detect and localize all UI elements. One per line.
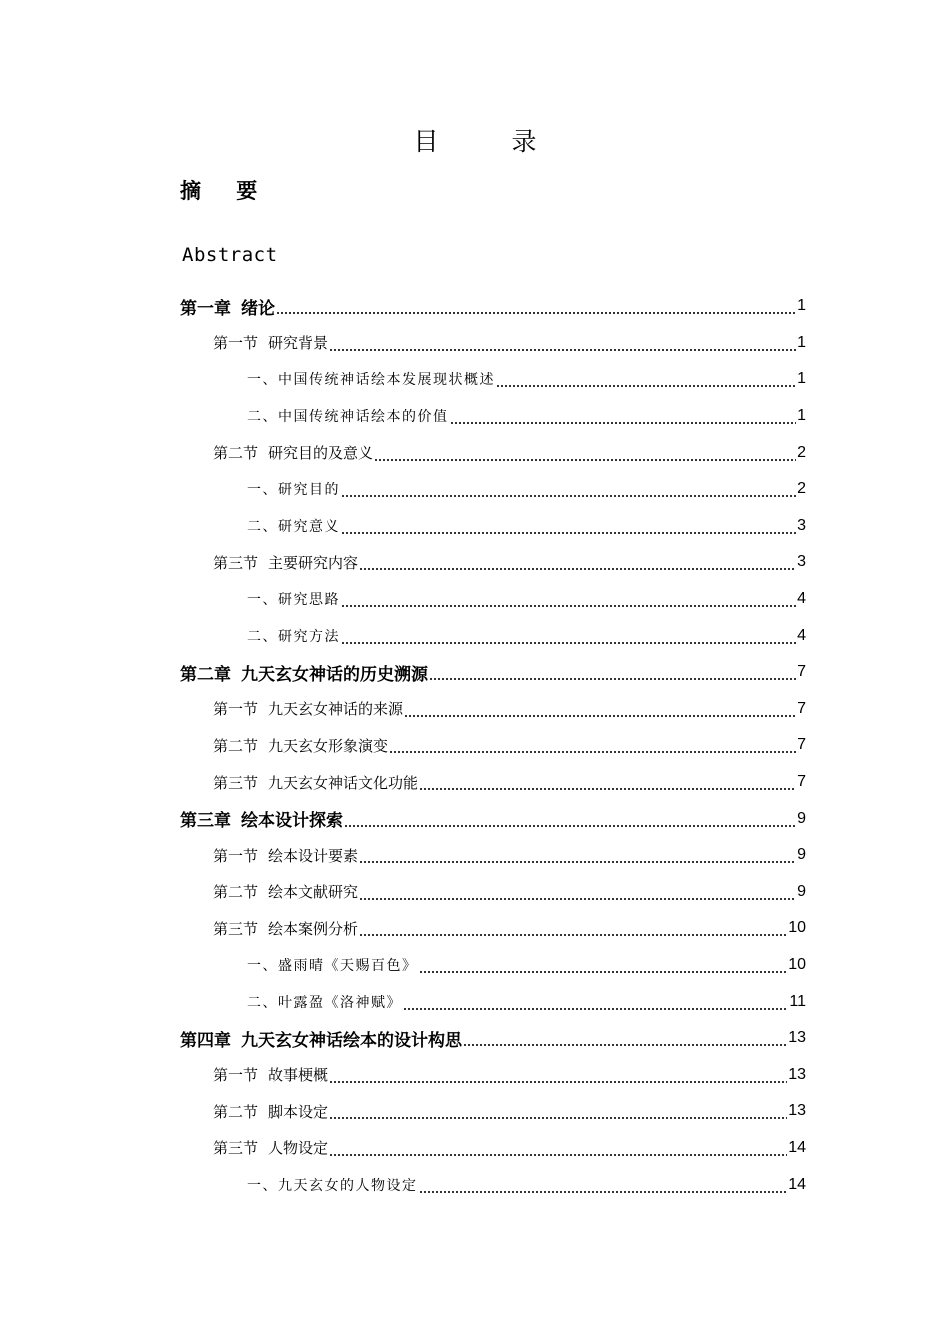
toc-entry-label — [180, 294, 275, 319]
toc-entry-label — [247, 1175, 418, 1195]
toc-entry-label — [180, 1026, 462, 1051]
toc-entry-page-number: 1 — [797, 407, 806, 425]
toc-entry-page-number: 13 — [788, 1065, 806, 1083]
toc-entry-number: 第三节 — [213, 553, 259, 572]
toc-entry-page-number: 14 — [788, 1138, 806, 1156]
toc-entry-page-number: 9 — [797, 809, 806, 827]
toc-entry-text: 九天玄女神话文化功能 — [268, 773, 419, 792]
toc-entry[interactable] — [0, 1093, 950, 1130]
toc-entry-label — [213, 552, 358, 573]
toc-entry-number: 一、 — [247, 957, 278, 974]
toc-entry-page-number: 14 — [788, 1175, 806, 1193]
toc-entry-text: 研究目的 — [278, 482, 340, 499]
dot-leader — [359, 852, 796, 864]
toc-entry-number: 第二章 — [180, 664, 231, 685]
toc-entry-number: 第三节 — [213, 1139, 259, 1158]
toc-entry-page-number: 9 — [797, 882, 806, 900]
toc-entry-page-number: 7 — [797, 663, 806, 681]
toc-entry-page-number: 3 — [797, 553, 806, 571]
toc-entry-label — [213, 735, 388, 756]
toc-entry-label — [180, 806, 343, 831]
dot-leader — [496, 376, 796, 388]
toc-entry-number: 第三节 — [213, 919, 259, 938]
toc-entry-text: 九天玄女形象演变 — [268, 736, 389, 755]
dot-leader — [329, 1072, 787, 1084]
toc-entry[interactable] — [0, 617, 950, 654]
toc-entry-number: 一、 — [247, 482, 278, 499]
toc-entry-text: 研究背景 — [268, 334, 329, 353]
toc-entry-number: 第二节 — [213, 444, 259, 463]
toc-entry[interactable] — [0, 361, 950, 398]
toc-entry-number: 第一节 — [213, 700, 259, 719]
dot-leader — [403, 999, 788, 1011]
toc-entry-number: 二、 — [247, 628, 278, 645]
toc-entry-page-number: 7 — [797, 736, 806, 754]
toc-entry-number: 第三节 — [213, 773, 259, 792]
toc-entry-label — [247, 479, 340, 499]
toc-entry-label — [213, 881, 358, 902]
toc-entry[interactable] — [0, 910, 950, 947]
toc-entry-label — [213, 332, 328, 353]
toc-entry[interactable] — [0, 1020, 950, 1057]
toc-entry-number: 第四章 — [180, 1030, 231, 1051]
toc-entry[interactable] — [0, 1056, 950, 1093]
toc-entry-label — [213, 442, 373, 463]
toc-entry-text: 九天玄女神话的来源 — [268, 700, 404, 719]
toc-entry-page-number: 9 — [797, 846, 806, 864]
toc-entry-page-number: 7 — [797, 773, 806, 791]
toc-entry[interactable] — [0, 654, 950, 691]
dot-leader — [419, 962, 788, 974]
toc-entry-page-number: 3 — [797, 516, 806, 534]
toc-entry-text: 研究思路 — [278, 592, 340, 609]
toc-entry-page-number: 13 — [788, 1029, 806, 1047]
dot-leader — [404, 706, 796, 718]
toc-entry-page-number: 1 — [797, 333, 806, 351]
toc-entry-text: 脚本设定 — [268, 1102, 329, 1121]
dot-leader — [341, 633, 796, 645]
toc-entry-text: 九天玄女的人物设定 — [278, 1177, 418, 1194]
toc-entry-label — [247, 406, 449, 426]
toc-list — [0, 288, 950, 1203]
toc-title: 目 录 — [413, 127, 561, 156]
toc-entry-label — [247, 955, 418, 975]
toc-entry-number: 第一节 — [213, 846, 259, 865]
toc-entry[interactable] — [0, 288, 950, 325]
toc-entry-text: 绪论 — [241, 298, 275, 319]
toc-entry-text: 九天玄女神话的历史溯源 — [241, 664, 428, 685]
toc-entry[interactable] — [0, 837, 950, 874]
toc-entry[interactable] — [0, 1166, 950, 1203]
toc-entry-number: 第一章 — [180, 298, 231, 319]
toc-entry[interactable] — [0, 874, 950, 911]
dot-leader — [419, 1182, 788, 1194]
toc-entry-text: 人物设定 — [268, 1139, 329, 1158]
toc-entry-label — [180, 660, 428, 685]
toc-entry[interactable] — [0, 508, 950, 545]
toc-entry-label — [247, 369, 495, 389]
toc-entry[interactable] — [0, 581, 950, 618]
toc-entry-label — [213, 1101, 328, 1122]
toc-entry[interactable] — [0, 983, 950, 1020]
toc-entry-label — [213, 845, 358, 866]
toc-entry-page-number: 7 — [797, 699, 806, 717]
toc-entry-page-number: 13 — [788, 1102, 806, 1120]
toc-entry[interactable] — [0, 764, 950, 801]
toc-entry[interactable] — [0, 727, 950, 764]
toc-entry-label — [247, 626, 340, 646]
toc-entry[interactable] — [0, 544, 950, 581]
dot-leader — [341, 523, 796, 535]
toc-entry-text: 中国传统神话绘本的价值 — [278, 409, 449, 426]
toc-entry-text: 盛雨晴《天赐百色》 — [278, 957, 418, 974]
dot-leader — [341, 596, 796, 608]
dot-leader — [389, 742, 796, 754]
dot-leader — [463, 1035, 787, 1047]
toc-entry-label — [213, 698, 403, 719]
dot-leader — [329, 1145, 787, 1157]
toc-entry-page-number: 1 — [797, 297, 806, 315]
toc-entry-label — [213, 1137, 328, 1158]
toc-entry-text: 研究方法 — [278, 628, 340, 645]
toc-entry-text: 绘本设计要素 — [268, 846, 359, 865]
toc-entry-number: 第二节 — [213, 736, 259, 755]
toc-entry-text: 故事梗概 — [268, 1066, 329, 1085]
toc-entry[interactable] — [0, 1130, 950, 1167]
dot-leader — [276, 303, 796, 315]
toc-entry[interactable] — [0, 398, 950, 435]
toc-entry-label — [247, 516, 340, 536]
toc-entry-number: 第二节 — [213, 1102, 259, 1121]
toc-entry-text: 研究目的及意义 — [268, 444, 374, 463]
toc-entry-text: 研究意义 — [278, 518, 340, 535]
toc-entry[interactable] — [0, 800, 950, 837]
toc-entry-text: 绘本文献研究 — [268, 883, 359, 902]
toc-entry-abstract-zh[interactable]: 摘 要 — [180, 179, 272, 203]
toc-entry-page-number: 10 — [788, 955, 806, 973]
toc-entry-page-number: 10 — [788, 919, 806, 937]
toc-entry-label — [247, 589, 340, 609]
toc-entry-label — [213, 918, 358, 939]
toc-entry-number: 第一节 — [213, 1066, 259, 1085]
toc-entry-page-number: 2 — [797, 443, 806, 461]
dot-leader — [359, 925, 787, 937]
dot-leader — [329, 1108, 787, 1120]
toc-entry[interactable] — [0, 434, 950, 471]
toc-entry-page-number: 2 — [797, 480, 806, 498]
toc-entry-text: 绘本案例分析 — [268, 919, 359, 938]
toc-entry[interactable] — [0, 691, 950, 728]
toc-entry-text: 叶露盈《洛神赋》 — [278, 994, 402, 1011]
toc-entry-label — [213, 1064, 328, 1085]
toc-entry[interactable] — [0, 325, 950, 362]
toc-entry-text: 中国传统神话绘本发展现状概述 — [278, 372, 495, 389]
dot-leader — [341, 486, 796, 498]
toc-entry-number: 一、 — [247, 372, 278, 389]
dot-leader — [359, 889, 796, 901]
toc-entry[interactable] — [0, 947, 950, 984]
toc-entry-label — [247, 992, 402, 1012]
dot-leader — [450, 413, 797, 425]
toc-entry-number: 第二节 — [213, 883, 259, 902]
toc-entry-number: 第一节 — [213, 334, 259, 353]
toc-entry-abstract-en[interactable]: Abstract — [182, 244, 278, 266]
dot-leader — [344, 816, 796, 828]
toc-entry-page-number: 11 — [789, 992, 806, 1010]
toc-entry-number: 二、 — [247, 994, 278, 1011]
toc-entry-text: 主要研究内容 — [268, 553, 359, 572]
dot-leader — [419, 779, 796, 791]
toc-entry-number: 一、 — [247, 592, 278, 609]
toc-entry-number: 一、 — [247, 1177, 278, 1194]
toc-entry-page-number: 4 — [797, 590, 806, 608]
toc-entry-label — [213, 772, 418, 793]
dot-leader — [329, 340, 796, 352]
dot-leader — [429, 669, 796, 681]
toc-entry-text: 九天玄女神话绘本的设计构思 — [241, 1030, 462, 1051]
dot-leader — [374, 450, 796, 462]
toc-entry-number: 第三章 — [180, 811, 231, 832]
toc-entry-text: 绘本设计探索 — [241, 811, 343, 832]
toc-entry-page-number: 4 — [797, 626, 806, 644]
toc-entry-number: 二、 — [247, 518, 278, 535]
toc-entry-number: 二、 — [247, 409, 278, 426]
toc-entry[interactable] — [0, 471, 950, 508]
dot-leader — [359, 559, 796, 571]
toc-entry-page-number: 1 — [797, 370, 806, 388]
